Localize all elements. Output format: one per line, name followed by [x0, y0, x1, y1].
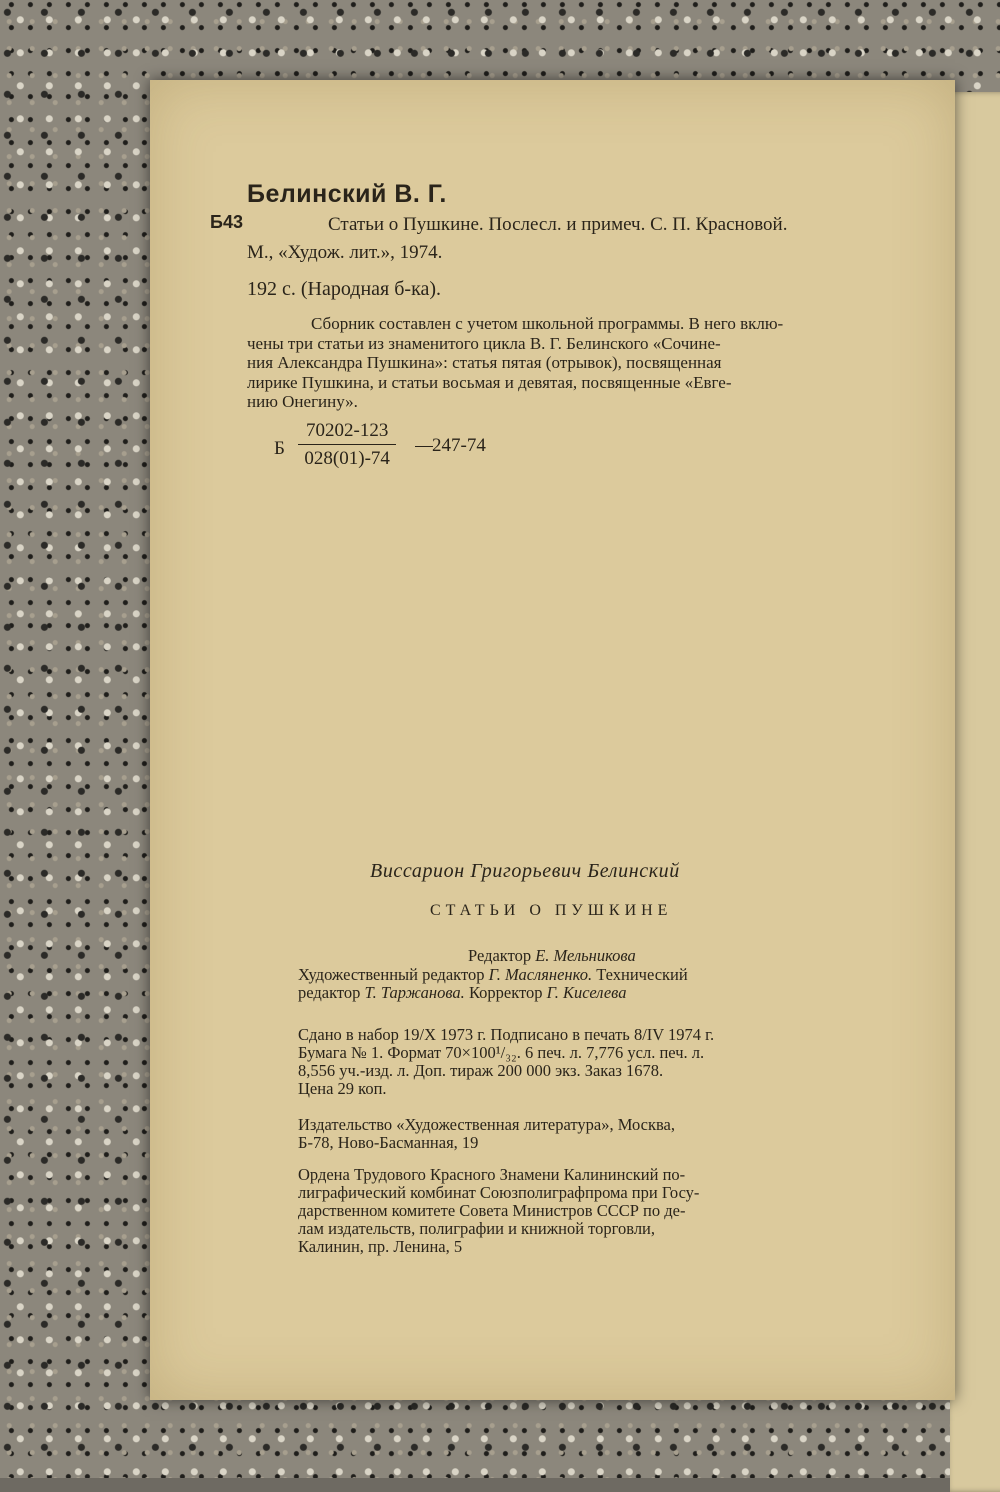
editors-block	[298, 966, 880, 1002]
corrector-label: Корректор	[468, 983, 543, 1002]
printer-line: лиграфический комбинат Союзполиграфпрома при Госу-	[298, 1183, 700, 1202]
catalog-publication-line: М., «Худож. лит.», 1974.	[247, 242, 443, 263]
index-right: 247-74	[432, 435, 486, 456]
imprint-title: СТАТЬИ О ПУШКИНЕ	[430, 902, 673, 919]
index-letter: Б	[274, 438, 285, 459]
tech-editor-name: Т. Таржанова.	[364, 983, 465, 1002]
publisher-line: Б-78, Ново-Басманная, 19	[298, 1133, 479, 1152]
index-numerator: 70202-123	[298, 420, 396, 445]
printer-block	[298, 1166, 880, 1256]
editor-line	[468, 946, 636, 966]
catalog-pages-line: 192 с. (Народная б-ка).	[247, 278, 442, 300]
annotation-line: Сборник составлен с учетом школьной программы. В него вклю-	[311, 314, 784, 333]
printer-line: Ордена Трудового Красного Знамени Калининский по-	[298, 1165, 686, 1184]
editor-name: Е. Мельникова	[535, 946, 636, 965]
publisher-block	[298, 1116, 880, 1152]
annotation-line: чены три статьи из знаменитого цикла В. Г. Белинского «Сочине-	[247, 333, 721, 353]
tech-editor-label: Технический	[596, 965, 688, 984]
editor-label: Редактор	[468, 946, 532, 965]
printer-line: лам издательств, полиграфии и книжной торговли,	[298, 1219, 656, 1238]
facing-page-edge	[950, 92, 1000, 1492]
imprint-author: Виссарион Григорьевич Белинский	[370, 860, 680, 882]
annotation-line: лирике Пушкина, и статьи восьмая и девятая, посвященные «Евге-	[247, 372, 732, 392]
tech-editor-label-2: редактор	[298, 983, 361, 1002]
catalog-code: Б43	[210, 212, 243, 232]
catalog-annotation	[247, 314, 947, 412]
index-fraction	[298, 420, 396, 470]
book-page	[150, 80, 955, 1400]
print-line: Бумага № 1. Формат 70×100¹/₃₂. 6 печ. л. 7,776 усл. печ. л.	[298, 1043, 705, 1062]
publisher-line: Издательство «Художественная литература», Москва,	[298, 1115, 675, 1134]
annotation-line: нию Онегину».	[247, 392, 358, 411]
corrector-name: Г. Киселева	[546, 983, 627, 1002]
printer-line: дарственном комитете Совета Министров СССР по де-	[298, 1201, 686, 1220]
print-details-block	[298, 1026, 880, 1098]
tech-editor-line	[298, 984, 880, 1002]
art-editor-line	[298, 966, 880, 984]
index-denominator: 028(01)-74	[304, 448, 390, 469]
fraction-connector	[415, 446, 433, 447]
annotation-line: ния Александра Пушкина»: статья пятая (отрывок), посвященная	[247, 353, 722, 372]
print-line: Цена 29 коп.	[298, 1079, 387, 1098]
art-editor-name: Г. Масляненко.	[488, 965, 593, 984]
catalog-author: Белинский В. Г.	[247, 180, 447, 208]
art-editor-label: Художественный редактор	[298, 965, 485, 984]
print-line: 8,556 уч.-изд. л. Доп. тираж 200 000 экз. Заказ 1678.	[298, 1061, 664, 1080]
printer-line: Калинин, пр. Ленина, 5	[298, 1237, 463, 1256]
catalog-title-line: Статьи о Пушкине. Послесл. и примеч. С. П. Красновой.	[328, 214, 788, 235]
print-line: Сдано в набор 19/X 1973 г. Подписано в печать 8/IV 1974 г.	[298, 1025, 715, 1044]
